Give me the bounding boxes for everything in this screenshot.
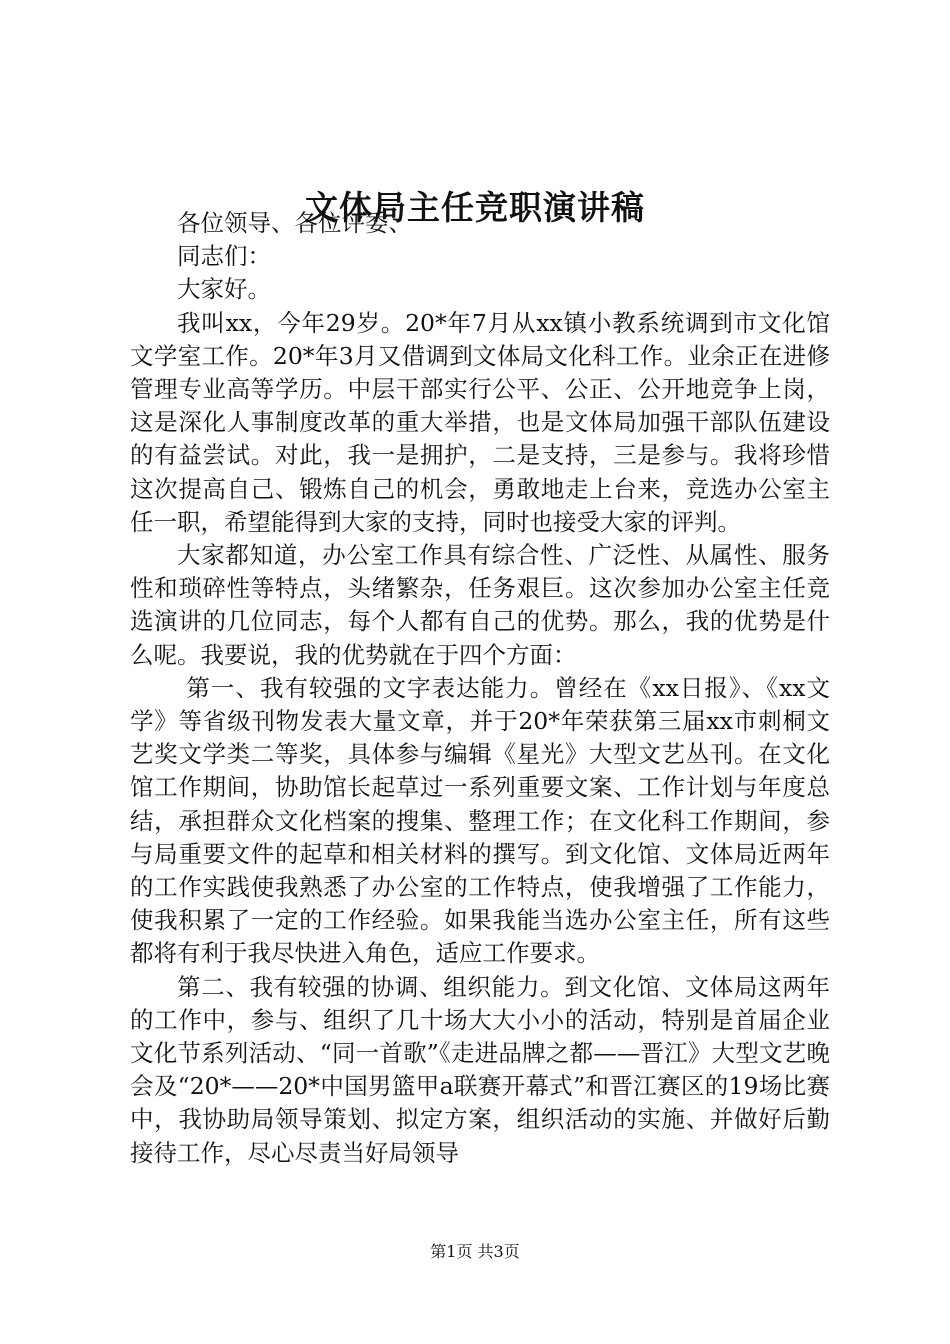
paragraph-greeting: 大家好。 — [177, 275, 271, 304]
page-number: 第1页 共3页 — [430, 1242, 520, 1261]
paragraph-salutation-1: 各位领导、各位评委、 — [177, 209, 412, 237]
paragraph-salutation-2: 同志们： — [177, 242, 271, 271]
paragraph-advantages-intro: 大家都知道，办公室工作具有综合性、广泛性、从属性、服务性和琐碎性等特点，头绪繁杂，任务艰巨。这次参加办公室主任竞选演讲的几位同志，每个人都有自己的优势。那么，我的优势是什么呢。我要说，我的优势就在于四个方面： — [130, 541, 830, 669]
paragraph-introduction: 我叫xx，今年29岁。20*年7月从xx镇小教系统调到市文化馆文学室工作。20*年3月又借调到文体局文化科工作。业余正在进修管理专业高等学历。中层干部实行公平、公正、公开地竞争上岗，这是深化人事制度改革的重大举措，也是文体局加强干部队伍建设的有益尝试。对此，我一是拥护，二是支持，三是参与。我将珍惜这次提高自己、锻炼自己的机会，勇敢地走上台来，竞选办公室主任一职，希望能得到大家的支持，同时也接受大家的评判。 — [130, 308, 830, 536]
document-body — [130, 207, 830, 1170]
paragraph-advantage-coordination: 第二、我有较强的协调、组织能力。到文化馆、文体局这两年的工作中，参与、组织了几十场大大小小的活动，特别是首届企业文化节系列活动、“同一首歌”《走进品牌之都——晋江》大型文艺晚会及“20*——20*中国男篮甲a联赛开幕式”和晋江赛区的19场比赛中，我协助局领导策划、拟定方案，组织活动的实施、并做好后勤接待工作，尽心尽责当好局领导 — [130, 972, 830, 1167]
paragraph-advantage-writing: 第一、我有较强的文字表达能力。曾经在《xx日报》、《xx文学》等省级刊物发表大量文章，并于20*年荣获第三届xx市刺桐文艺奖文学类二等奖，具体参与编辑《星光》大型文艺丛刊。在文化馆工作期间，协助馆长起草过一系列重要文案、工作计划与年度总结，承担群众文化档案的搜集、整理工作；在文化科工作期间，参与局重要文件的起草和相关材料的撰写。到文化馆、文体局近两年的工作实践使我熟悉了办公室的工作特点，使我增强了工作能力，使我积累了一定的工作经验。如果我能当选办公室主任，所有这些都将有利于我尽快进入角色，适应工作要求。 — [130, 673, 830, 968]
document-title: 文体局主任竞职演讲稿 — [305, 188, 645, 227]
